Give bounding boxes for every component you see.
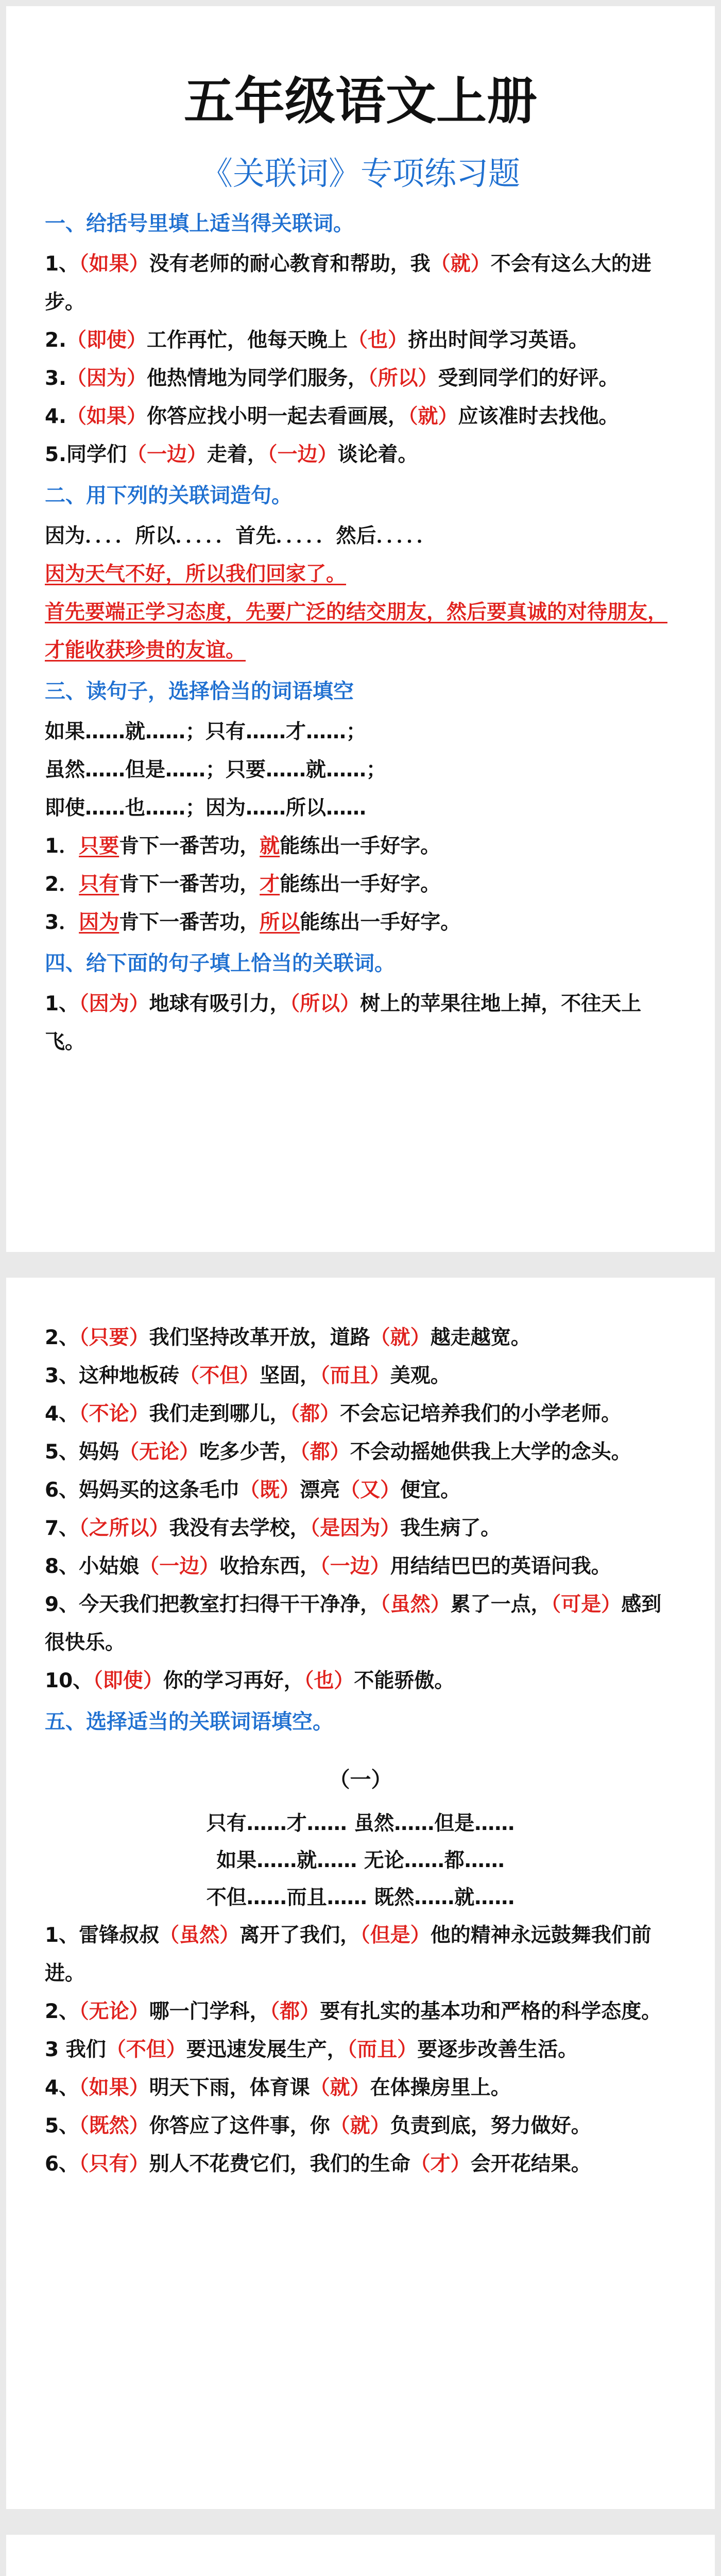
item-text: 越走越宽。: [430, 1326, 531, 1349]
answer-blank: （就）: [370, 1326, 431, 1349]
item-text: 不会有这么大的进步。: [45, 252, 651, 314]
item-text: 美观。: [390, 1364, 451, 1387]
exercise-item: [45, 1433, 676, 1471]
answer-blank: （就）: [430, 252, 491, 276]
answer-blank: 只有: [79, 873, 119, 896]
section1-items: [45, 245, 676, 474]
answer-blank: （不论）: [79, 1402, 149, 1426]
item-text: 离开了我们，: [239, 1924, 360, 1947]
page-2: [6, 1278, 715, 2509]
item-text: 你的学习再好，: [163, 1669, 304, 1692]
exercise-item: [45, 1548, 676, 1586]
exercise-item: [45, 321, 676, 360]
group1-title: （一）: [329, 1767, 392, 1792]
item-text: 受到同学们的好评。: [438, 367, 619, 390]
section2-answer-2: 首先要端正学习态度，先要广泛的结交朋友，然后要真诚的对待朋友，才能收获珍贵的友谊。: [45, 601, 668, 662]
answer-blank: （即使）: [93, 1669, 163, 1692]
answer-blank: （就）: [407, 405, 458, 428]
answer-blank: （才）: [410, 2153, 471, 2176]
section4-heading: 四、给下面的句子填上恰当的关联词。: [45, 952, 395, 975]
item-text: 会开花结果。: [470, 2153, 591, 2176]
item-text: 漂亮: [300, 1479, 340, 1502]
answer-blank: （因为）: [66, 367, 147, 390]
group1-words: 只有……才…… 虽然……但是……: [206, 1812, 515, 1835]
exercise-item: [45, 2107, 676, 2145]
item-text: 我们走到哪儿，: [149, 1402, 290, 1426]
answer-blank: （就）: [330, 2114, 390, 2138]
item-prefix: 3．: [45, 911, 79, 934]
group1-words: 如果……就…… 无论……都……: [216, 1849, 505, 1872]
item-text: 地球有吸引力，: [149, 992, 290, 1015]
section3-heading: 三、读句子，选择恰当的词语填空: [45, 680, 354, 703]
section2-answer-1: 因为天气不好，所以我们回家了。: [45, 563, 347, 586]
item-prefix: 4、: [45, 2076, 79, 2099]
answer-blank: （只有）: [79, 2153, 149, 2176]
item-prefix: 2、: [45, 1326, 79, 1349]
answer-blank: 所以: [260, 911, 300, 934]
item-text: 别人不花费它们，我们的生命: [149, 2153, 410, 2176]
exercise-item: [45, 1510, 676, 1548]
exercise-item: [45, 2069, 676, 2107]
item-prefix: 3.: [45, 367, 66, 390]
answer-blank: （不但）: [179, 1364, 260, 1387]
answer-blank: 因为: [79, 911, 119, 934]
item-text: 肯下一番苦功，: [119, 911, 260, 934]
exercise-item: [45, 245, 676, 321]
section2-words: 因为．．．．所以．．．．．首先．．．．．然后．．．．．: [45, 524, 437, 548]
item-text: 他的精神永远鼓舞我们前进。: [45, 1924, 651, 1985]
answer-blank: （如果）: [79, 2076, 149, 2099]
item-text: 我们坚持改革开放，道路: [149, 1326, 370, 1349]
answer-blank: （既然）: [79, 2114, 149, 2138]
item-text: 吃多少苦，: [199, 1440, 300, 1464]
item-text: 用结结巴巴的英语问我。: [390, 1555, 611, 1578]
subtitle: [45, 150, 676, 197]
item-text: 挤出时间学习英语。: [408, 329, 589, 352]
item-text: 收拾东西，: [219, 1555, 320, 1578]
page-1: [6, 6, 715, 1252]
item-prefix: 10、: [45, 1669, 93, 1692]
item-prefix: 2、: [45, 2000, 79, 2023]
answer-blank: （就）: [310, 2076, 370, 2099]
item-text: 能练出一手好字。: [300, 911, 461, 934]
exercise-item: [45, 436, 676, 474]
answer-blank: （之所以）: [79, 1517, 169, 1540]
item-text: 能练出一手好字。: [280, 835, 441, 858]
item-text: 他热情地为同学们服务，: [146, 367, 368, 390]
item-prefix: 7、: [45, 1517, 79, 1540]
answer-blank: （一边）: [126, 443, 207, 466]
item-text: 哪一门学科，: [149, 2000, 270, 2023]
answer-blank: 就: [260, 835, 280, 858]
subtitle-topic: 《关联词》: [200, 155, 360, 192]
exercise-item: [45, 827, 676, 866]
answer-blank: （但是）: [360, 1924, 431, 1947]
answer-blank: （既）: [239, 1479, 300, 1502]
exercise-item: [45, 904, 676, 942]
item-prefix: 2．: [45, 873, 79, 896]
item-text: 负责到底，努力做好。: [390, 2114, 591, 2138]
answer-blank: （都）: [269, 2000, 320, 2023]
exercise-item: [45, 1993, 676, 2031]
item-text: 不会忘记培养我们的小学老师。: [340, 1402, 622, 1426]
answer-blank: 只要: [79, 835, 119, 858]
item-text: 走着，: [207, 443, 267, 466]
answer-blank: （也）: [347, 329, 408, 352]
item-prefix: 2.: [45, 329, 66, 352]
answer-blank: （一边）: [320, 1555, 390, 1578]
item-text: 累了一点，: [450, 1593, 551, 1616]
section2-heading: 二、用下列的关联词造句。: [45, 484, 292, 507]
item-text: 感到很快乐。: [45, 1593, 662, 1654]
section3-pair: 即使……也……；因为……所以……: [45, 796, 367, 820]
answer-blank: （所以）: [289, 992, 360, 1015]
item-text: 能练出一手好字。: [280, 873, 441, 896]
answer-blank: （虽然）: [159, 1924, 240, 1947]
item-text: 我生病了。: [400, 1517, 501, 1540]
item-text: 你答应找小明一起去看画展，: [146, 405, 408, 428]
item-text: 在体操房里上。: [370, 2076, 511, 2099]
exercise-item: [45, 2031, 676, 2069]
answer-blank: （而且）: [347, 2038, 418, 2061]
answer-blank: （虽然）: [380, 1593, 451, 1616]
exercise-item: [45, 360, 676, 398]
item-text: 肯下一番苦功，: [119, 873, 260, 896]
item-prefix: 1、: [45, 992, 79, 1015]
answer-blank: （是因为）: [310, 1517, 401, 1540]
exercise-item: [45, 985, 676, 1061]
answer-blank: （而且）: [320, 1364, 390, 1387]
section3-pair: 虽然……但是……；只要……就……；: [45, 758, 387, 782]
answer-blank: （可是）: [551, 1593, 622, 1616]
section4-items-page2: [45, 1319, 676, 1700]
section5-heading: 五、选择适当的关联词语填空。: [45, 1710, 333, 1734]
exercise-item: [45, 2145, 676, 2183]
item-text: 不能骄傲。: [354, 1669, 455, 1692]
item-prefix: 8、小姑娘: [45, 1555, 140, 1578]
answer-blank: （如果）: [79, 252, 149, 276]
item-text: 不会动摇她供我上大学的念头。: [350, 1440, 631, 1464]
page-3: [6, 2535, 715, 2576]
answer-blank: （不但）: [106, 2038, 186, 2061]
exercise-item: [45, 1357, 676, 1395]
item-prefix: 3、这种地板砖: [45, 1364, 180, 1387]
answer-blank: （即使）: [66, 329, 147, 352]
item-text: 你答应了这件事，你: [149, 2114, 330, 2138]
answer-blank: （都）: [300, 1440, 350, 1464]
item-prefix: 4、: [45, 1402, 79, 1426]
section3-pair: 如果……就……；只有……才……；: [45, 720, 367, 743]
answer-blank: （一边）: [139, 1555, 220, 1578]
item-text: 坚固，: [260, 1364, 320, 1387]
group1-items: [45, 1917, 676, 2183]
answer-blank: （又）: [340, 1479, 401, 1502]
page-title: 五年级语文上册: [183, 72, 537, 131]
exercise-item: [45, 1586, 676, 1662]
answer-blank: （都）: [289, 1402, 340, 1426]
answer-blank: （也）: [303, 1669, 354, 1692]
item-text: 要迅速发展生产，: [186, 2038, 347, 2061]
section1-heading: 一、给括号里填上适当得关联词。: [45, 212, 354, 235]
item-text: 没有老师的耐心教育和帮助，我: [149, 252, 431, 276]
answer-blank: （无论）: [119, 1440, 200, 1464]
item-text: 树上的苹果往地上掉，不往天上飞。: [45, 992, 642, 1054]
item-prefix: 5、妈妈: [45, 1440, 119, 1464]
item-prefix: 4.: [45, 405, 66, 428]
answer-blank: （因为）: [79, 992, 149, 1015]
item-text: 要逐步改善生活。: [417, 2038, 578, 2061]
item-text: 要有扎实的基本功和严格的科学态度。: [320, 2000, 662, 2023]
item-prefix: 3 我们: [45, 2038, 106, 2061]
item-prefix: 1．: [45, 835, 79, 858]
exercise-item: [45, 398, 676, 436]
item-prefix: 9、今天我们把教室打扫得干干净净，: [45, 1593, 381, 1616]
subtitle-suffix: 专项练习题: [360, 155, 521, 192]
item-text: 我没有去学校，: [169, 1517, 310, 1540]
exercise-item: [45, 1917, 676, 1993]
item-prefix: 6、妈妈买的这条毛巾: [45, 1479, 240, 1502]
exercise-item: [45, 1319, 676, 1357]
item-prefix: 5.同学们: [45, 443, 127, 466]
item-text: 应该准时去找他。: [458, 405, 619, 428]
item-text: 谈论着。: [337, 443, 418, 466]
item-prefix: 6、: [45, 2153, 79, 2176]
item-text: 便宜。: [400, 1479, 461, 1502]
answer-blank: 才: [260, 873, 280, 896]
exercise-item: [45, 1662, 676, 1700]
answer-blank: （如果）: [66, 405, 147, 428]
answer-blank: （只要）: [79, 1326, 149, 1349]
group1-words: 不但……而且…… 既然……就……: [206, 1886, 515, 1909]
section3-items: [45, 827, 676, 942]
answer-blank: （所以）: [367, 367, 438, 390]
item-text: 明天下雨，体育课: [149, 2076, 310, 2099]
section4-items-page1: [45, 985, 676, 1061]
exercise-item: [45, 866, 676, 904]
item-text: 肯下一番苦功，: [119, 835, 260, 858]
item-prefix: 1、: [45, 252, 79, 276]
item-text: 工作再忙，他每天晚上: [146, 329, 348, 352]
answer-blank: （一边）: [267, 443, 338, 466]
exercise-item: [45, 1395, 676, 1433]
answer-blank: （无论）: [79, 2000, 149, 2023]
item-prefix: 1、雷锋叔叔: [45, 1924, 160, 1947]
item-prefix: 5、: [45, 2114, 79, 2138]
exercise-item: [45, 1471, 676, 1510]
